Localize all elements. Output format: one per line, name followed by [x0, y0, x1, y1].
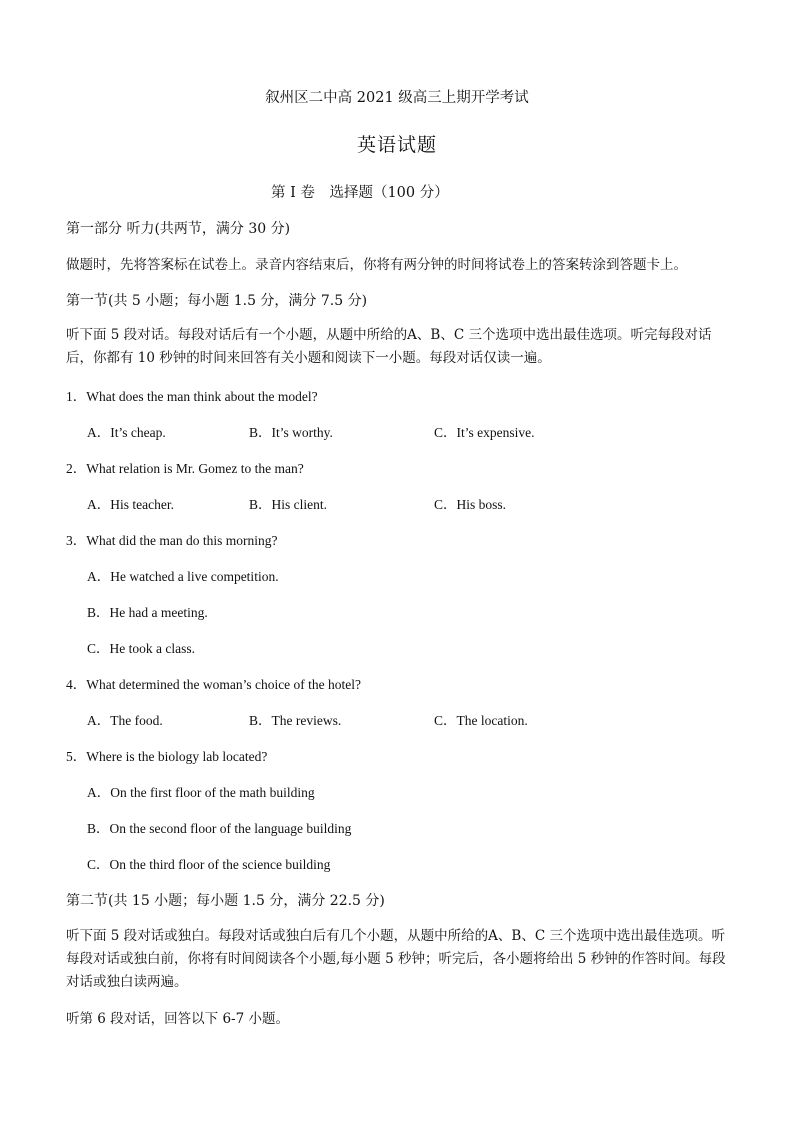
subject-title: 英语试题: [356, 134, 437, 156]
dialogue-6-prompt: 听第 6 段对话，回答以下 6-7 小题。: [66, 1011, 289, 1027]
question-1-option-c: C．It’s expensive.: [434, 425, 535, 440]
question-4-option-a: A．The food.: [87, 713, 163, 728]
question-1-option-a: A．It’s cheap.: [87, 425, 166, 440]
section1-instruction: 听下面 5 段对话。每段对话后有一个小题，从题中所给的A、B、C 三个选项中选出最佳选项。听完每段对话后，你都有 10 秒钟的时间来回答有关小题和阅读下一小题。每段对话仅读一遍。: [66, 327, 712, 366]
question-4-option-b: B．The reviews.: [249, 713, 342, 728]
question-4-stem: 4．What determined the woman’s choice of the hotel?: [66, 677, 362, 692]
question-4-option-c: C．The location.: [434, 713, 528, 728]
question-2-option-b: B．His client.: [249, 497, 327, 512]
part1-heading: 第一部分 听力(共两节，满分 30 分): [66, 221, 291, 237]
question-5-stem: 5．Where is the biology lab located?: [66, 749, 268, 764]
question-2-option-a: A．His teacher.: [87, 497, 174, 512]
question-3-option-b: B．He had a meeting.: [87, 605, 208, 620]
question-5-option-a: A．On the first floor of the math building: [87, 785, 315, 800]
question-3-option-a: A．He watched a live competition.: [87, 569, 279, 584]
volume-title: 第 I 卷 选择题（100 分）: [271, 185, 449, 201]
part1-instruction: 做题时，先将答案标在试卷上。录音内容结束后，你将有两分钟的时间将试卷上的答案转涂到答题卡上。: [66, 257, 687, 273]
section1-heading: 第一节(共 5 小题；每小题 1.5 分，满分 7.5 分): [66, 293, 368, 309]
question-2-stem: 2．What relation is Mr. Gomez to the man?: [66, 461, 304, 476]
section2-instruction: 听下面 5 段对话或独白。每段对话或独白后有几个小题，从题中所给的A、B、C 三个选项中选出最佳选项。听每段对话或独白前，你将有时间阅读各个小题,每小题 5 秒钟；听完后，各小题将给出 5 秒钟的作答时间。每段对话或独白读两遍。: [66, 928, 726, 990]
section2-heading: 第二节(共 15 小题；每小题 1.5 分，满分 22.5 分): [66, 893, 385, 909]
question-5-option-b: B．On the second floor of the language building: [87, 821, 352, 836]
question-1-stem: 1．What does the man think about the model?: [66, 389, 318, 404]
school-exam-title: 叙州区二中高 2021 级高三上期开学考试: [265, 90, 529, 106]
question-3-option-c: C．He took a class.: [87, 641, 195, 656]
question-1-option-b: B．It’s worthy.: [249, 425, 333, 440]
question-2-option-c: C．His boss.: [434, 497, 507, 512]
question-5-option-c: C．On the third floor of the science building: [87, 857, 331, 872]
question-3-stem: 3．What did the man do this morning?: [66, 533, 278, 548]
